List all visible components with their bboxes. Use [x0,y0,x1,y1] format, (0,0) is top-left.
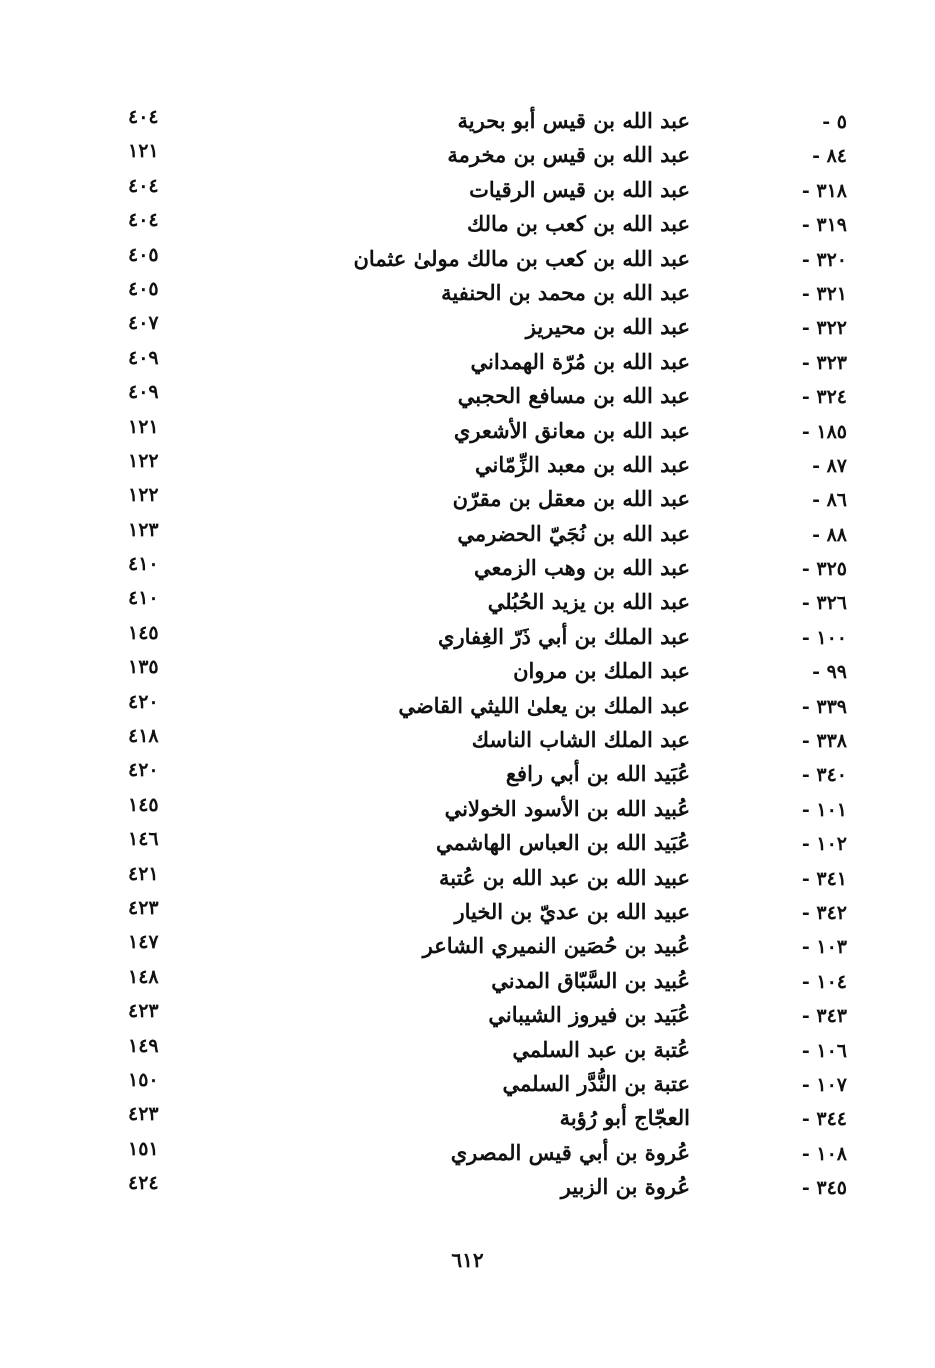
entry-name: عُتبة بن عبد السلمي [512,1036,690,1062]
entry-name: عبد الله بن قيس بن مخرمة [447,142,690,168]
entry-page-reference: ٤٠٤ [128,106,159,128]
index-entry [0,1000,935,1034]
entry-page-reference: ٤٠٩ [128,381,159,404]
entry-page-reference: ١٢٢ [128,449,159,472]
index-entries [0,106,935,1207]
entry-number: ١٠٣ - [801,936,847,959]
entry-number: ٣٤٠ - [801,764,847,787]
entry-number: ٣٤٣ - [801,1005,847,1028]
entry-page-reference: ٤١٠ [128,587,159,610]
index-entry [0,278,935,312]
entry-name: عبد الله بن قيس أبو بحرية [457,108,690,133]
index-entry [0,381,935,415]
index-entry [0,244,935,278]
entry-number: ٣٣٨ - [801,730,847,753]
entry-page-reference: ٤١٨ [128,725,159,748]
entry-name: العجّاج أبو رُؤبة [559,1105,690,1131]
index-entry [0,1069,935,1103]
entry-number: ١٠٠ - [801,626,847,649]
entry-page-reference: ٤٢٠ [128,690,159,713]
entry-name: عُبَيد الله بن أبي رافع [505,761,690,787]
entry-number: ٣٤٤ - [801,1108,847,1131]
index-entry [0,1103,935,1137]
index-entry [0,519,935,553]
entry-name: عُبيد الله بن الأسود الخولاني [444,795,690,821]
entry-page-reference: ٤٢٤ [128,1172,159,1195]
entry-name: عُروة بن أبي قيس المصري [450,1139,690,1165]
entry-page-reference: ٤٢٠ [128,759,159,782]
entry-name: عبد الله بن كعب بن مالك مولىٰ عثمان [353,245,690,271]
entry-name: عبد الملك بن يعلىٰ الليثي القاضي [398,692,690,718]
index-entry [0,587,935,621]
entry-name: عبد الله بن معانق الأشعري [453,417,690,443]
entry-name: عتبة بن النُّدَّر السلمي [502,1070,690,1096]
entry-number: ١٠٤ - [801,970,847,993]
index-entry [0,1172,935,1206]
entry-name: عبد الله بن معقل بن مقرّن [452,486,690,512]
entry-page-reference: ١٢٣ [128,518,159,541]
entry-number: ٣٢٢ - [801,317,847,340]
entry-page-reference: ١٤٥ [128,793,159,816]
entry-name: عبد الله بن معبد الزِّمّاني [475,451,690,477]
entry-page-reference: ١٤٩ [128,1034,159,1057]
entry-number: ٨٨ - [812,523,847,546]
entry-page-reference: ١٤٦ [128,828,159,851]
entry-name: عُبَيد الله بن العباس الهاشمي [435,830,690,856]
entry-number: ٣١٩ - [801,214,847,237]
entry-number: ٨٧ - [812,454,847,477]
index-entry [0,312,935,346]
index-entry [0,828,935,862]
entry-page-reference: ٤٢١ [128,862,159,885]
entry-name: عبد الله بن نُجَيّ الحضرمي [457,520,690,546]
entry-number: ١٠٧ - [801,1073,847,1096]
entry-page-reference: ٤٢٣ [128,896,159,919]
entry-page-reference: ١٥٠ [128,1068,159,1091]
entry-number: ٣٢٦ - [801,592,847,615]
index-entry [0,175,935,209]
entry-page-reference: ١٤٥ [128,621,159,644]
entry-number: ١٠٢ - [801,833,847,856]
entry-name: عبد الملك الشاب الناسك [471,727,690,753]
entry-number: ٨٤ - [812,145,847,168]
entry-number: ٣٤٥ - [801,1177,847,1200]
entry-name: عبد الله بن قيس الرقيات [469,176,690,202]
entry-page-reference: ١٥١ [128,1137,159,1160]
index-entry [0,656,935,690]
entry-name: عبد الملك بن أبي ذَرّ الغِفاري [438,623,690,649]
index-entry [0,622,935,656]
entry-name: عبد الله بن كعب بن مالك [466,211,690,237]
entry-name: عُروة بن الزبير [560,1174,690,1200]
entry-page-reference: ٤٠٥ [128,243,159,266]
entry-page-reference: ٤٠٥ [128,277,159,300]
entry-page-reference: ١٣٥ [128,656,159,679]
entry-number: ١٠٦ - [801,1039,847,1062]
index-entry [0,897,935,931]
index-entry [0,1138,935,1172]
entry-number: ٣٢٠ - [801,248,847,271]
entry-page-reference: ٤٠٧ [128,312,159,335]
entry-name: عبد الله بن مُرّة الهمداني [470,348,690,374]
entry-page-reference: ٤٠٤ [128,174,159,197]
entry-page-reference: ١٢١ [128,415,159,438]
entry-name: عبد الملك بن مروان [513,658,690,684]
entry-name: عبد الله بن وهب الزمعي [474,555,690,581]
entry-number: ٣٢٤ - [801,386,847,409]
index-entry [0,553,935,587]
index-entry [0,140,935,174]
entry-name: عبيد الله بن عديّ بن الخيار [454,898,690,924]
entry-page-reference: ١٢٢ [128,484,159,507]
entry-name: عبيد الله بن عبد الله بن عُتبة [439,864,690,890]
index-entry [0,347,935,381]
entry-number: ٣٤٢ - [801,901,847,924]
entry-name: عُبَيد بن فيروز الشيباني [488,1002,690,1028]
entry-page-reference: ١٤٨ [128,965,159,988]
index-entry [0,1035,935,1069]
index-entry [0,106,935,140]
index-entry [0,794,935,828]
entry-number: ٣٤١ - [801,867,847,890]
entry-name: عبد الله بن يزيد الحُبُلي [487,589,690,615]
entry-page-reference: ١٤٧ [128,931,159,954]
entry-page-reference: ٤١٠ [128,553,159,576]
entry-page-reference: ٤٠٤ [128,209,159,232]
index-entry [0,416,935,450]
entry-page-reference: ٤٢٣ [128,1103,159,1126]
entry-number: ٩٩ - [812,661,847,684]
entry-page-reference: ٤٠٩ [128,346,159,369]
entry-number: ٥ - [822,111,847,133]
entry-number: ٣٢٥ - [801,558,847,581]
entry-number: ٣٢٣ - [801,351,847,374]
entry-number: ٣٢١ - [801,282,847,305]
index-entry [0,966,935,1000]
entry-name: عبد الله بن مسافع الحجبي [457,383,690,409]
index-entry [0,759,935,793]
entry-number: ٣١٨ - [801,179,847,202]
index-entry [0,725,935,759]
entry-name: عبد الله بن محمد بن الحنفية [441,279,690,305]
index-entry [0,931,935,965]
entry-name: عُبيد بن حُصَين النميري الشاعر [422,933,690,959]
entry-name: عُبيد بن السَّبّاق المدني [491,967,690,993]
entry-name: عبد الله بن محيريز [525,314,690,340]
page-number: ٦١٢ [451,1248,484,1272]
entry-number: ١٠١ - [801,798,847,821]
index-entry [0,209,935,243]
entry-number: ١٠٨ - [801,1142,847,1165]
entry-number: ١٨٥ - [801,420,847,443]
entry-page-reference: ٤٢٣ [128,1000,159,1023]
index-entry [0,484,935,518]
entry-page-reference: ١٢١ [128,140,159,163]
index-entry [0,691,935,725]
index-entry [0,450,935,484]
entry-number: ٨٦ - [812,489,847,512]
index-entry [0,863,935,897]
entry-number: ٣٣٩ - [801,695,847,718]
